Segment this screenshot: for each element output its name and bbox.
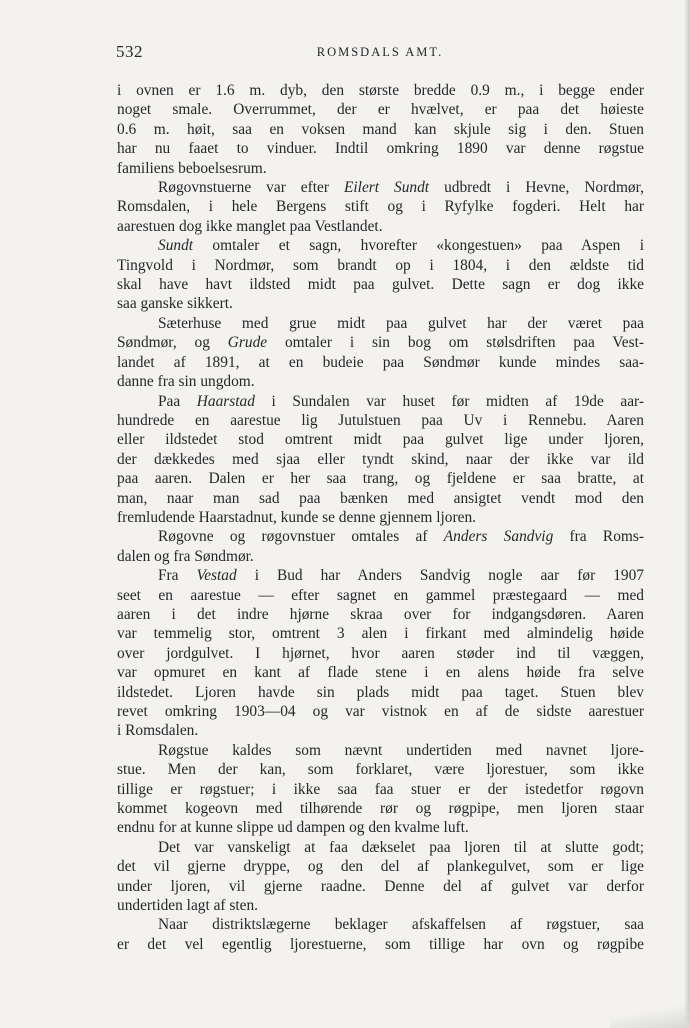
text-run: Naar distriktslægerne beklager afskaffelsen af røgstuer, saa bbox=[158, 916, 644, 934]
italic-name: Haarstad bbox=[196, 392, 255, 410]
text-run: udbredt i Hevne, Nordmør, bbox=[429, 179, 644, 197]
text-line bbox=[117, 877, 644, 896]
text-run: omtaler et sagn, hvorefter «kongestuen» paa Aspen i bbox=[193, 237, 644, 255]
text-line bbox=[117, 663, 644, 682]
text-run: fra Roms- bbox=[553, 528, 644, 546]
text-run: Romsdalen, i hele Bergens stift og i Ryfylke fogderi. Helt har bbox=[117, 198, 644, 216]
page-corner-shadow bbox=[610, 1000, 690, 1028]
italic-name: Sundt bbox=[158, 237, 194, 255]
text-run: var temmelig stor, omtrent 3 alen i firkant med almindelig høide bbox=[117, 625, 644, 643]
text-line bbox=[117, 896, 644, 915]
page-edge-shadow bbox=[684, 0, 690, 1028]
text-run: Røgovne og røgovnstuer omtales af bbox=[158, 528, 444, 546]
text-run: der dækkedes med sjaa eller tyndt skind, naar der ikke var ild bbox=[117, 450, 644, 468]
text-line bbox=[117, 333, 644, 352]
text-line bbox=[117, 935, 644, 954]
page-header bbox=[116, 42, 644, 64]
text-line bbox=[117, 624, 644, 643]
text-line bbox=[117, 644, 644, 663]
text-run: man, naar man sad paa bænken med ansigtet vendt mod den bbox=[117, 489, 644, 507]
text-line bbox=[117, 197, 644, 216]
text-run: eller ildstedet stod omtrent midt paa gulvet lige under ljoren, bbox=[117, 431, 644, 449]
text-run: det vil gjerne dryppe, og den del af plankegulvet, som er lige bbox=[117, 858, 644, 876]
paragraph bbox=[117, 178, 644, 236]
text-line bbox=[117, 799, 644, 818]
text-run: skal have havt ildsted midt paa gulvet. Dette sagn er dog ikke bbox=[117, 276, 644, 294]
text-line bbox=[117, 411, 644, 430]
paragraph bbox=[117, 81, 644, 178]
text-run: paa aaren. Dalen er her saa trang, og fjeldene er saa bratte, at bbox=[117, 470, 644, 488]
text-run: Fra bbox=[158, 567, 197, 585]
text-run: seet en aarestue — efter sagnet en gammel præstegaard — med bbox=[117, 586, 644, 604]
text-line bbox=[117, 547, 644, 566]
text-run: Paa bbox=[158, 392, 197, 410]
text-line bbox=[117, 217, 644, 236]
text-run: tillige er røgstuer; i ikke saa faa stuer er der istedetfor røgovn bbox=[117, 780, 644, 798]
text-run: landet af 1891, at en budeie paa Søndmør kunde mindes saa- bbox=[117, 353, 644, 371]
text-run: har nu faaet to vinduer. Indtil omkring 1890 var denne røgstue bbox=[117, 140, 644, 158]
text-run: 0.6 m. høit, saa en voksen mand kan skjule sig i den. Stuen bbox=[117, 120, 644, 138]
text-line bbox=[117, 586, 644, 605]
text-run: Røgovnstuerne var efter bbox=[158, 179, 344, 197]
page-number: 532 bbox=[116, 42, 143, 61]
text-line bbox=[117, 314, 644, 333]
text-line bbox=[117, 683, 644, 702]
paragraph bbox=[117, 236, 644, 314]
text-run: endnu for at kunne slippe ud dampen og den kvalme luft. bbox=[117, 819, 469, 837]
text-run: kommet kogeovn med tilhørende rør og røgpipe, men ljoren staar bbox=[117, 800, 644, 818]
text-line bbox=[117, 275, 644, 294]
text-run: Det var vanskeligt at faa dækselet paa ljoren til at slutte godt; bbox=[158, 838, 644, 856]
text-run: omtaler i sin bog om stølsdriften paa Vest- bbox=[267, 334, 644, 352]
text-line bbox=[117, 489, 644, 508]
paragraph bbox=[117, 741, 644, 838]
text-line bbox=[117, 178, 644, 197]
text-line bbox=[117, 780, 644, 799]
text-run: revet omkring 1903—04 og var vistnok en af de sidste aarestuer bbox=[117, 703, 644, 720]
text-line bbox=[117, 100, 644, 119]
text-run: Søndmør, og bbox=[117, 334, 228, 352]
text-line bbox=[117, 159, 644, 178]
text-line bbox=[117, 760, 644, 779]
text-line bbox=[117, 430, 644, 449]
text-line bbox=[117, 81, 644, 100]
text-line bbox=[117, 741, 644, 760]
text-line bbox=[117, 469, 644, 488]
text-run: danne fra sin ungdom. bbox=[117, 373, 255, 391]
text-line bbox=[117, 702, 644, 721]
text-run: over jordgulvet. I hjørnet, hvor aaren støder ind til væggen, bbox=[117, 644, 644, 662]
text-line bbox=[117, 915, 644, 934]
text-run: var opmuret en kant af flade stene i en alens høide fra selve bbox=[117, 664, 644, 682]
text-run: Sæterhuse med grue midt paa gulvet har der været paa bbox=[158, 314, 644, 332]
text-run: er det vel egentlig ljorestuerne, som tillige har ovn og røgpibe bbox=[117, 935, 644, 953]
italic-name: Vestad bbox=[196, 567, 237, 585]
text-run: fremludende Haarstadnut, kunde se denne gjennem ljoren. bbox=[117, 508, 476, 526]
text-run: saa ganske sikkert. bbox=[117, 295, 233, 313]
paragraph bbox=[117, 566, 644, 741]
text-run: ildstedet. Ljoren havde sin plads midt paa taget. Stuen blev bbox=[117, 683, 644, 701]
text-line bbox=[117, 527, 644, 546]
text-run: i Bud har Anders Sandvig nogle aar før 1907 bbox=[236, 567, 644, 585]
text-run: dalen og fra Søndmør. bbox=[117, 547, 254, 565]
paragraph bbox=[117, 915, 644, 954]
text-run: i ovnen er 1.6 m. dyb, den største bredde 0.9 m., i begge ender bbox=[117, 82, 644, 99]
text-run: undertiden lagt af sten. bbox=[117, 897, 259, 915]
text-line bbox=[117, 838, 644, 857]
body-text bbox=[117, 81, 644, 954]
text-line bbox=[117, 353, 644, 372]
text-run: familiens beboelsesrum. bbox=[117, 159, 267, 177]
text-run: under ljoren, vil gjerne raadne. Denne del af gulvet var derfor bbox=[117, 877, 644, 895]
text-line bbox=[117, 508, 644, 527]
text-line bbox=[117, 392, 644, 411]
text-line bbox=[117, 721, 644, 740]
text-run: aarestuen dog ikke manglet paa Vestlandet. bbox=[117, 217, 383, 235]
text-line bbox=[117, 139, 644, 158]
text-line bbox=[117, 294, 644, 313]
text-line bbox=[117, 450, 644, 469]
text-run: i Sundalen var huset før midten af 19de aar- bbox=[254, 392, 644, 410]
text-line bbox=[117, 372, 644, 391]
italic-name: Eilert Sundt bbox=[343, 179, 430, 197]
text-line bbox=[117, 236, 644, 255]
italic-name: Anders Sandvig bbox=[443, 528, 554, 546]
text-line bbox=[117, 605, 644, 624]
text-line bbox=[117, 818, 644, 837]
text-run: aaren i det indre hjørne skraa over for indgangsdøren. Aaren bbox=[117, 605, 644, 623]
text-line bbox=[117, 857, 644, 876]
text-run: hundrede en aarestue lig Jutulstuen paa Uv i Rennebu. Aaren bbox=[117, 411, 644, 429]
italic-name: Grude bbox=[227, 334, 268, 352]
paragraph bbox=[117, 838, 644, 916]
text-run: Røgstue kaldes som nævnt undertiden med navnet ljore- bbox=[158, 741, 644, 759]
paragraph bbox=[117, 527, 644, 566]
text-run: i Romsdalen. bbox=[117, 722, 199, 740]
text-line bbox=[117, 566, 644, 585]
paragraph bbox=[117, 314, 644, 392]
text-run: Tingvold i Nordmør, som brandt op i 1804, i den ældste tid bbox=[117, 256, 644, 274]
text-run: noget smale. Overrummet, der er hvælvet, er paa det høieste bbox=[117, 101, 644, 119]
running-title: ROMSDALS AMT. bbox=[316, 45, 444, 59]
text-run: stue. Men der kan, som forklaret, være ljorestuer, som ikke bbox=[117, 761, 644, 779]
text-line bbox=[117, 256, 644, 275]
text-line bbox=[117, 120, 644, 139]
paragraph bbox=[117, 392, 644, 528]
